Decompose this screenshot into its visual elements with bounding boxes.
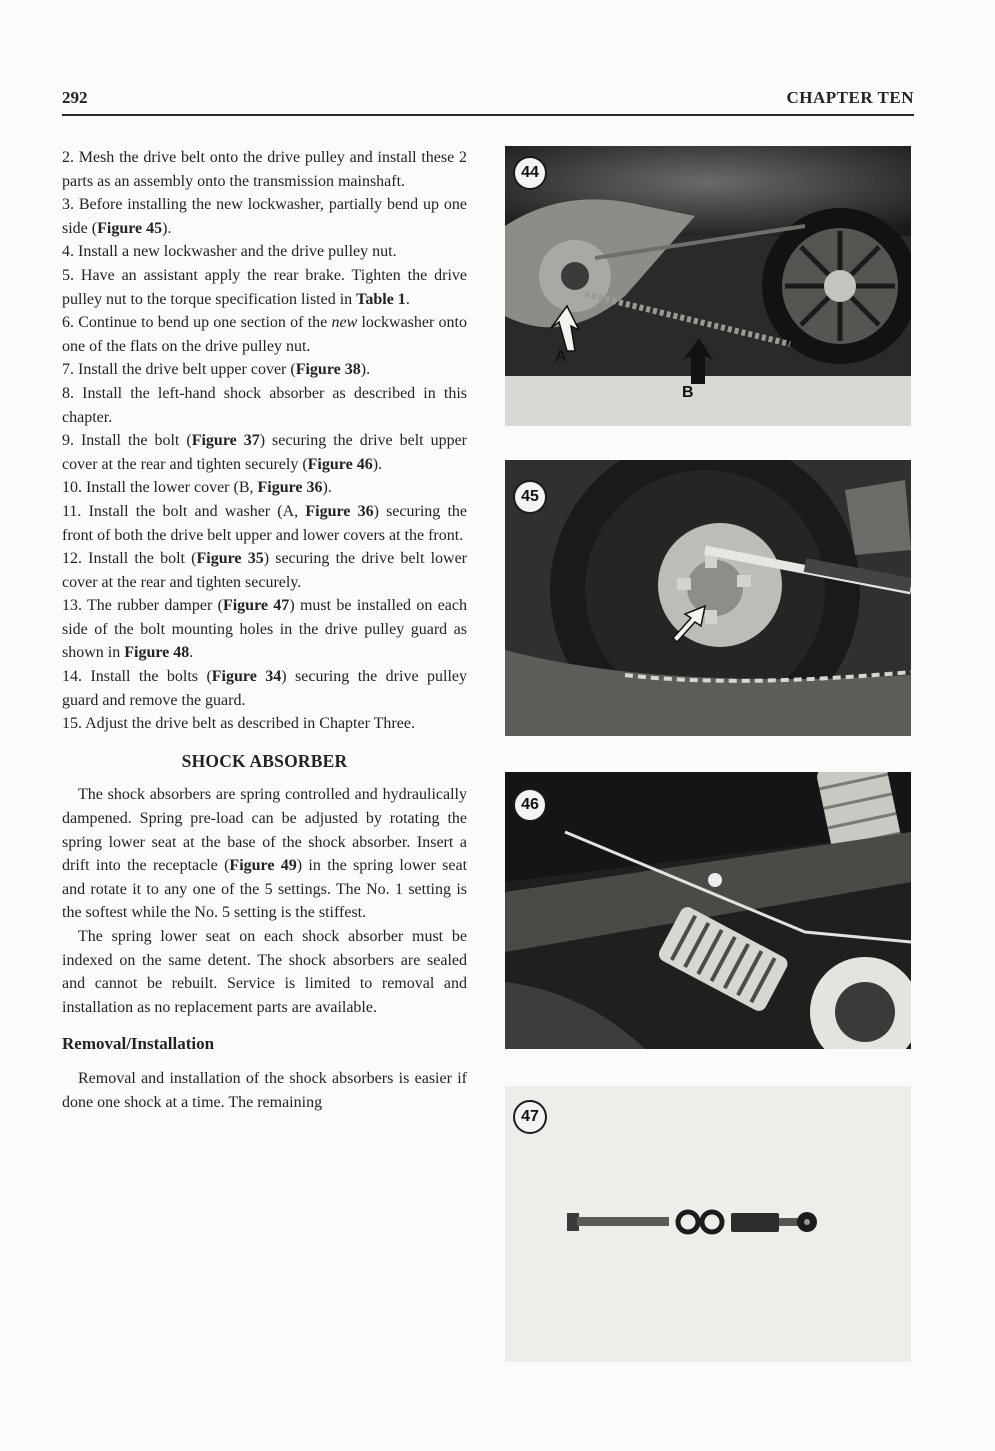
figure-45-photo	[505, 460, 911, 736]
subheading-removal-installation: Removal/Installation	[62, 1034, 215, 1054]
rubber-damper-parts-photo	[505, 1086, 911, 1362]
step-14: 14. Install the bolts (Figure 34) securing the drive pulley guard and remove the guard.	[62, 668, 468, 709]
figure-47-photo	[505, 1086, 911, 1362]
body-text-column	[62, 146, 467, 1114]
figure-46-photo	[505, 772, 911, 1049]
step-10: 10. Install the lower cover (B, Figure 36).	[62, 479, 332, 497]
step-15: 15. Adjust the drive belt as described in Chapter Three.	[62, 715, 415, 733]
step-3: 3. Before installing the new lockwasher, partially bend up one side (Figure 45).	[62, 196, 467, 237]
shock-paragraph-1: The shock absorbers are spring controlled and hydraulically dampened. Spring pre-load can be adjusted by rotating the spring lower seat at the base of the shock absorber. Insert a drift into the receptacle (Figure 49) in the spring lower seat and rotate it to any one of the 5 settings. The No. 1 setting is the softest while the No. 5 setting is the stiffest.	[62, 786, 468, 922]
step-9: 9. Install the bolt (Figure 37) securing the drive belt upper cover at the rear and tighten securely (Figure 46).	[62, 432, 468, 473]
section-heading-shock-absorber: SHOCK ABSORBER	[181, 750, 348, 771]
figure-46-number: 46	[513, 788, 547, 822]
step-8: 8. Install the left-hand shock absorber as described in this chapter.	[62, 384, 467, 426]
removal-paragraph: Removal and installation of the shock absorbers is easier if done one shock at a time. The remaining	[62, 1069, 467, 1111]
step-2: 2. Mesh the drive belt onto the drive pulley and install these 2 parts as an assembly onto the transmission mainshaft.	[62, 149, 467, 190]
step-6: 6. Continue to bend up one section of the new lockwasher onto one of the flats on the drive pulley nut.	[62, 314, 467, 355]
figure-44-number: 44	[513, 156, 547, 190]
figure-44-photo	[505, 146, 911, 426]
figure-47-number: 47	[513, 1100, 547, 1134]
step-4: 4. Install a new lockwasher and the drive pulley nut.	[62, 243, 397, 261]
callout-b-label: B	[682, 384, 694, 401]
page-number: 292	[62, 88, 88, 107]
step-12: 12. Install the bolt (Figure 35) securing the drive belt lower cover at the rear and tighten securely.	[62, 550, 468, 591]
step-11: 11. Install the bolt and washer (A, Figure 36) securing the front of both the drive belt upper and lower covers at the front.	[62, 502, 468, 544]
drive-belt-photo	[505, 146, 911, 426]
shock-bolt-photo	[505, 772, 911, 1049]
step-5: 5. Have an assistant apply the rear brake. Tighten the drive pulley nut to the torque specification listed in Table 1.	[62, 266, 467, 308]
figure-45-number: 45	[513, 480, 547, 514]
chapter-title: CHAPTER TEN	[786, 88, 914, 107]
lockwasher-photo	[505, 460, 911, 736]
step-13: 13. The rubber damper (Figure 47) must be installed on each side of the bolt mounting holes in the drive pulley guard as shown in Figure 48.	[62, 597, 468, 662]
step-7: 7. Install the drive belt upper cover (Figure 38).	[62, 361, 371, 379]
page-header	[62, 88, 914, 116]
shock-paragraph-2: The spring lower seat on each shock absorber must be indexed on the same detent. The shock absorbers are sealed and cannot be rebuilt. Service is limited to removal and installation as no replacement parts are available.	[62, 928, 467, 1016]
callout-a-label: A	[555, 348, 567, 365]
